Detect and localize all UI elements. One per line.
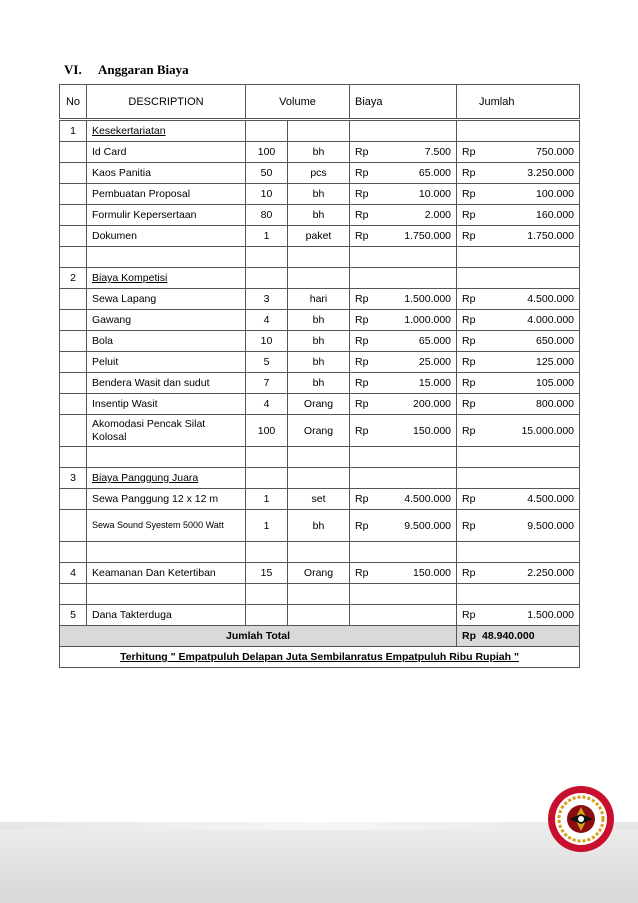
empty-cell: [350, 584, 457, 605]
row-no: [60, 142, 87, 163]
item-price-value: [355, 520, 451, 532]
blank-row: [60, 247, 580, 268]
item-total-value: [462, 146, 574, 158]
group-title: Biaya Kompetisi: [87, 268, 246, 289]
group-title: Biaya Panggung Juara: [87, 468, 246, 489]
item-price: [350, 310, 457, 331]
currency-label: Rp: [355, 314, 369, 326]
empty-cell: [350, 468, 457, 489]
item-unit: bh: [288, 373, 350, 394]
currency-label: Rp: [462, 398, 476, 410]
item-total: [457, 310, 580, 331]
header-description: DESCRIPTION: [87, 85, 246, 120]
currency-label: Rp: [355, 335, 369, 347]
empty-cell: [246, 120, 288, 142]
item-price: [350, 510, 457, 542]
item-total-value: [462, 293, 574, 305]
amount: 65.000: [418, 167, 452, 179]
item-price-value: [355, 425, 451, 437]
table-row: [60, 605, 580, 626]
amount: 15.000.000: [521, 424, 575, 437]
currency-label: Rp: [355, 377, 369, 389]
empty-cell: [288, 542, 350, 563]
item-total: [457, 226, 580, 247]
empty-cell: [350, 268, 457, 289]
item-qty: 80: [246, 205, 288, 226]
currency-label: Rp: [462, 293, 476, 305]
empty-cell: [457, 268, 580, 289]
item-total: [457, 352, 580, 373]
empty-cell: [288, 120, 350, 142]
table-row: [60, 563, 580, 584]
empty-cell: [457, 542, 580, 563]
item-unit: Orang: [288, 415, 350, 447]
amount: 25.000: [418, 356, 452, 368]
row-no: [60, 289, 87, 310]
empty-cell: [246, 247, 288, 268]
table-body: [60, 120, 580, 668]
amount: 9.500.000: [404, 519, 452, 532]
amount: 800.000: [536, 398, 575, 410]
item-qty: 50: [246, 163, 288, 184]
currency-label: Rp: [355, 230, 369, 242]
table-row: [60, 184, 580, 205]
amount: 4.000.000: [527, 314, 575, 326]
item-total-value: [462, 209, 574, 221]
table-row: [60, 489, 580, 510]
item-total: [457, 184, 580, 205]
item-qty: 4: [246, 310, 288, 331]
item-total: [457, 331, 580, 352]
empty-cell: [457, 584, 580, 605]
item-price: [350, 563, 457, 584]
table-row: [60, 310, 580, 331]
currency-label: Rp: [462, 630, 477, 642]
group-header-row: [60, 268, 580, 289]
table-row: [60, 142, 580, 163]
empty-cell: [246, 447, 288, 468]
item-price-value: [355, 209, 451, 221]
item-total-value: [462, 314, 574, 326]
item-qty: 1: [246, 510, 288, 542]
item-description: Akomodasi Pencak Silat Kolosal: [87, 415, 246, 447]
row-no: [60, 415, 87, 447]
item-price-value: [355, 314, 451, 326]
header-jumlah: Jumlah: [457, 85, 580, 120]
row-no: [60, 352, 87, 373]
item-qty: 100: [246, 142, 288, 163]
item-description: Sewa Lapang: [87, 289, 246, 310]
total-amount: 48.940.000: [482, 630, 535, 642]
item-qty: 3: [246, 289, 288, 310]
item-description: Kaos Panitia: [87, 163, 246, 184]
item-unit: bh: [288, 310, 350, 331]
blank-row: [60, 584, 580, 605]
total-value: [457, 626, 580, 647]
item-total-value: [462, 398, 574, 410]
currency-label: Rp: [462, 146, 476, 158]
group-header-row: [60, 120, 580, 142]
table-row: [60, 226, 580, 247]
item-total-value: [462, 425, 574, 437]
empty-cell: [60, 542, 87, 563]
total-label: Jumlah Total: [60, 626, 457, 647]
section-heading: [64, 62, 189, 78]
item-price-value: [355, 356, 451, 368]
item-total: [457, 563, 580, 584]
total-in-words-cell: [60, 647, 580, 668]
item-total-value: [462, 493, 574, 505]
row-no: [60, 489, 87, 510]
table-row: [60, 415, 580, 447]
currency-label: Rp: [355, 356, 369, 368]
row-no: [60, 331, 87, 352]
blank-row: [60, 542, 580, 563]
amount: 10.000: [418, 188, 452, 200]
currency-label: Rp: [462, 356, 476, 368]
currency-label: Rp: [462, 493, 476, 505]
item-price-value: [355, 398, 451, 410]
item-total-value: [462, 377, 574, 389]
amount: 4.500.000: [527, 293, 575, 305]
amount: 1.750.000: [404, 230, 452, 242]
empty-cell: [288, 605, 350, 626]
item-qty: 10: [246, 331, 288, 352]
row-no: [60, 226, 87, 247]
item-total: [457, 163, 580, 184]
amount: 1.500.000: [527, 609, 575, 621]
group-title: Kesekertariatan: [87, 120, 246, 142]
item-total-value: [462, 188, 574, 200]
item-total: [457, 394, 580, 415]
item-price-value: [355, 335, 451, 347]
item-qty: 15: [246, 563, 288, 584]
empty-cell: [60, 447, 87, 468]
group-no: 3: [60, 468, 87, 489]
empty-cell: [350, 120, 457, 142]
item-unit: hari: [288, 289, 350, 310]
amount: 150.000: [413, 424, 452, 437]
item-description: Keamanan Dan Ketertiban: [87, 563, 246, 584]
item-unit: bh: [288, 352, 350, 373]
amount: 1.000.000: [404, 314, 452, 326]
item-price-value: [355, 377, 451, 389]
empty-cell: [246, 605, 288, 626]
currency-label: Rp: [462, 567, 476, 579]
row-no: 4: [60, 563, 87, 584]
budget-table: [59, 84, 580, 668]
currency-label: Rp: [355, 519, 369, 532]
item-total: [457, 373, 580, 394]
item-description: Gawang: [87, 310, 246, 331]
item-price: [350, 415, 457, 447]
row-no: [60, 373, 87, 394]
currency-label: Rp: [462, 188, 476, 200]
currency-label: Rp: [462, 609, 476, 621]
item-price: [350, 289, 457, 310]
item-description: Dana Takterduga: [87, 605, 246, 626]
item-total-value: [462, 609, 574, 621]
item-unit: bh: [288, 142, 350, 163]
item-total: [457, 415, 580, 447]
item-price: [350, 352, 457, 373]
amount: 200.000: [413, 398, 452, 410]
item-price-value: [355, 293, 451, 305]
item-price: [350, 163, 457, 184]
item-description: Peluit: [87, 352, 246, 373]
table-row: [60, 205, 580, 226]
amount: 105.000: [536, 377, 575, 389]
currency-label: Rp: [355, 567, 369, 579]
section-title: Anggaran Biaya: [98, 62, 189, 77]
note-row: [60, 647, 580, 668]
empty-cell: [246, 584, 288, 605]
empty-cell: [350, 247, 457, 268]
item-price-value: [355, 167, 451, 179]
amount: 650.000: [536, 335, 575, 347]
amount: 7.500: [424, 146, 452, 158]
empty-cell: [457, 447, 580, 468]
currency-label: Rp: [355, 424, 369, 437]
item-total-value: [462, 520, 574, 532]
organization-logo: [545, 783, 617, 855]
item-unit: bh: [288, 184, 350, 205]
empty-cell: [246, 268, 288, 289]
empty-cell: [288, 247, 350, 268]
amount: 4.500.000: [527, 493, 575, 505]
table-row: [60, 163, 580, 184]
item-total-value: [462, 356, 574, 368]
amount: 15.000: [418, 377, 452, 389]
currency-label: Rp: [355, 146, 369, 158]
amount: 1.500.000: [404, 293, 452, 305]
item-qty: 5: [246, 352, 288, 373]
group-header-row: [60, 468, 580, 489]
item-total: [457, 510, 580, 542]
empty-cell: [350, 542, 457, 563]
item-price: [350, 331, 457, 352]
item-total-value: [462, 335, 574, 347]
amount: 65.000: [418, 335, 452, 347]
group-no: 2: [60, 268, 87, 289]
table-row: [60, 373, 580, 394]
item-total: [457, 289, 580, 310]
empty-cell: [87, 247, 246, 268]
item-price: [350, 489, 457, 510]
empty-cell: [288, 468, 350, 489]
item-qty: 4: [246, 394, 288, 415]
item-description: Id Card: [87, 142, 246, 163]
group-no: 1: [60, 120, 87, 142]
item-price: [350, 142, 457, 163]
item-total: [457, 605, 580, 626]
row-no: 5: [60, 605, 87, 626]
header-no: No: [60, 85, 87, 120]
item-qty: 7: [246, 373, 288, 394]
item-total: [457, 489, 580, 510]
item-unit: bh: [288, 205, 350, 226]
item-description: Bola: [87, 331, 246, 352]
item-description: Bendera Wasit dan sudut: [87, 373, 246, 394]
item-qty: 100: [246, 415, 288, 447]
item-total-value: [462, 230, 574, 242]
total-row: [60, 626, 580, 647]
row-no: [60, 310, 87, 331]
currency-label: Rp: [355, 167, 369, 179]
empty-cell: [350, 605, 457, 626]
item-price: [350, 226, 457, 247]
currency-label: Rp: [462, 377, 476, 389]
empty-cell: [457, 468, 580, 489]
row-no: [60, 510, 87, 542]
header-biaya: Biaya: [350, 85, 457, 120]
table-row: [60, 352, 580, 373]
table-row: [60, 394, 580, 415]
empty-cell: [60, 584, 87, 605]
footer-band: [0, 822, 638, 903]
item-price-value: [355, 493, 451, 505]
row-no: [60, 205, 87, 226]
item-qty: 1: [246, 226, 288, 247]
table-row: [60, 331, 580, 352]
empty-cell: [350, 447, 457, 468]
item-description: Sewa Panggung 12 x 12 m: [87, 489, 246, 510]
row-no: [60, 394, 87, 415]
currency-label: Rp: [462, 519, 476, 532]
empty-cell: [60, 247, 87, 268]
currency-label: Rp: [355, 209, 369, 221]
currency-label: Rp: [462, 335, 476, 347]
amount: 750.000: [536, 146, 575, 158]
item-unit: bh: [288, 331, 350, 352]
currency-label: Rp: [355, 398, 369, 410]
item-total-value: [462, 167, 574, 179]
amount: 2.000: [424, 209, 452, 221]
item-description: Sewa Sound Syestem 5000 Watt: [87, 510, 246, 542]
empty-cell: [288, 268, 350, 289]
currency-label: Rp: [462, 230, 476, 242]
table-row: [60, 510, 580, 542]
empty-cell: [288, 447, 350, 468]
amount: 160.000: [536, 209, 575, 221]
empty-cell: [87, 447, 246, 468]
item-total: [457, 142, 580, 163]
item-price-value: [355, 146, 451, 158]
blank-row: [60, 447, 580, 468]
amount: 2.250.000: [527, 567, 575, 579]
empty-cell: [87, 542, 246, 563]
item-price: [350, 205, 457, 226]
item-unit: Orang: [288, 563, 350, 584]
empty-cell: [246, 542, 288, 563]
item-description: Dokumen: [87, 226, 246, 247]
section-number: VI.: [64, 62, 82, 77]
item-price: [350, 373, 457, 394]
currency-label: Rp: [462, 424, 476, 437]
row-no: [60, 184, 87, 205]
item-unit: paket: [288, 226, 350, 247]
total-in-words: Terhitung " Empatpuluh Delapan Juta Sembilanratus Empatpuluh Ribu Rupiah ": [120, 651, 519, 663]
empty-cell: [246, 468, 288, 489]
amount: 100.000: [536, 188, 575, 200]
currency-label: Rp: [462, 209, 476, 221]
row-no: [60, 163, 87, 184]
item-description: Pembuatan Proposal: [87, 184, 246, 205]
amount: 4.500.000: [404, 493, 452, 505]
amount: 1.750.000: [527, 230, 575, 242]
item-unit: pcs: [288, 163, 350, 184]
item-price-value: [355, 230, 451, 242]
amount: 3.250.000: [527, 167, 575, 179]
currency-label: Rp: [462, 314, 476, 326]
item-total: [457, 205, 580, 226]
amount: 125.000: [536, 356, 575, 368]
item-qty: 1: [246, 489, 288, 510]
currency-label: Rp: [355, 293, 369, 305]
item-unit: Orang: [288, 394, 350, 415]
item-description: Formulir Kepersertaan: [87, 205, 246, 226]
amount: 150.000: [413, 567, 452, 579]
item-unit: set: [288, 489, 350, 510]
currency-label: Rp: [462, 167, 476, 179]
empty-cell: [87, 584, 246, 605]
currency-label: Rp: [355, 188, 369, 200]
empty-cell: [457, 247, 580, 268]
item-price: [350, 394, 457, 415]
amount: 9.500.000: [527, 519, 575, 532]
table-header-row: [60, 85, 580, 120]
item-unit: bh: [288, 510, 350, 542]
currency-label: Rp: [355, 493, 369, 505]
empty-cell: [457, 120, 580, 142]
empty-cell: [288, 584, 350, 605]
table-row: [60, 289, 580, 310]
item-price: [350, 184, 457, 205]
header-volume: Volume: [246, 85, 350, 120]
item-qty: 10: [246, 184, 288, 205]
item-price-value: [355, 188, 451, 200]
item-total-value: [462, 567, 574, 579]
item-description: Insentip Wasit: [87, 394, 246, 415]
item-price-value: [355, 567, 451, 579]
